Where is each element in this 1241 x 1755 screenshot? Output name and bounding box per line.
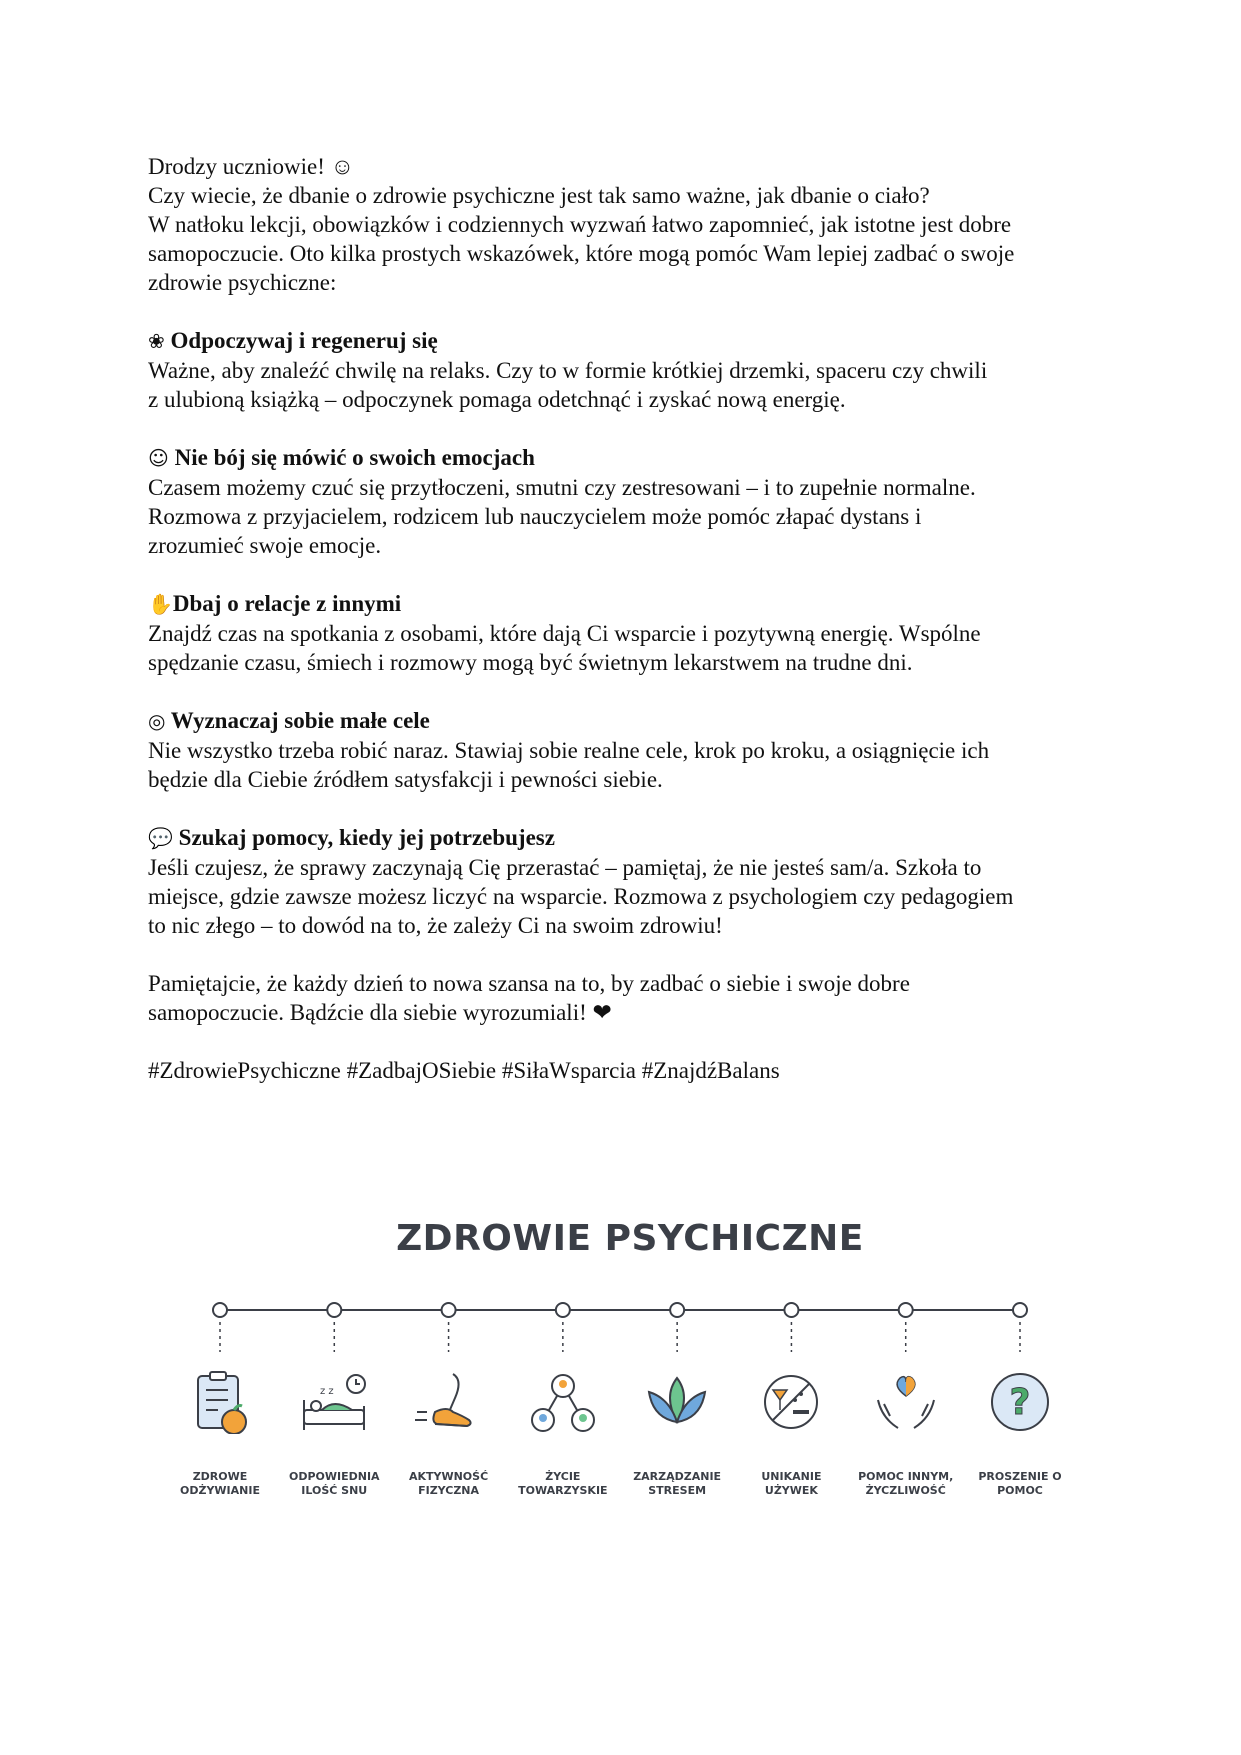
- svg-text:z z: z z: [320, 1386, 334, 1397]
- smiley-icon: ☺: [148, 446, 169, 470]
- running-shoe-icon: [413, 1370, 485, 1434]
- sleep-icon: [298, 1370, 370, 1434]
- timeline-dot: [1013, 1303, 1027, 1317]
- infographic-item-label: AKTYWNOŚĆ FIZYCZNA: [408, 1470, 489, 1497]
- tip-text: miejsce, gdzie zawsze możesz liczyć na wsparcie. Rozmowa z psychologiem czy pedagogiem: [148, 884, 1014, 909]
- infographic-title: ZDROWIE PSYCHICZNE: [396, 1218, 864, 1259]
- timeline-dot: [442, 1303, 456, 1317]
- infographic-item: [851, 1370, 961, 1498]
- no-substances-icon: [755, 1370, 827, 1434]
- tip-text: Jeśli czujesz, że sprawy zaczynają Cię przerastać – pamiętaj, że nie jesteś sam/a. Szkoła to: [148, 855, 982, 880]
- infographic-item: [394, 1370, 504, 1498]
- infographic-item: [165, 1370, 275, 1498]
- tip-text: Czasem możemy czuć się przytłoczeni, smutni czy zestresowani – i to zupełnie normalne.: [148, 475, 976, 500]
- tip-text: Nie wszystko trzeba robić naraz. Stawiaj sobie realne cele, krok po kroku, a osiągnięcie ich: [148, 738, 990, 763]
- timeline-dot: [213, 1303, 227, 1317]
- tip-heading: ◎ Wyznaczaj sobie małe cele: [148, 708, 430, 733]
- social-network-icon: [527, 1370, 599, 1434]
- infographic-item-label: ODPOWIEDNIA ILOŚĆ SNU: [288, 1470, 380, 1497]
- greeting: Drodzy uczniowie! ☺: [148, 154, 355, 179]
- timeline-dot: [327, 1303, 341, 1317]
- tip-text: spędzanie czasu, śmiech i rozmowy mogą być świetnym lekarstwem na trudne dni.: [148, 650, 913, 675]
- tip-text: Znajdź czas na spotkania z osobami, które dają Ci wsparcie i pozytywną energię. Wspólne: [148, 621, 981, 646]
- mental-health-infographic: [180, 1218, 1080, 1518]
- letter-text: [148, 152, 1108, 1085]
- intro-line: Czy wiecie, że dbanie o zdrowie psychiczne jest tak samo ważne, jak dbanie o ciało?: [148, 183, 930, 208]
- question-icon: [984, 1370, 1056, 1434]
- sparkle-icon: ❀: [148, 329, 165, 353]
- speech-bubble-icon: 💬: [148, 826, 173, 850]
- closing-line: samopoczucie. Bądźcie dla siebie wyrozumiali! ❤: [148, 1000, 612, 1025]
- infographic-item-label: ŻYCIE TOWARZYSKIE: [518, 1470, 608, 1497]
- infographic-item-label: PROSZENIE O POMOC: [978, 1470, 1062, 1497]
- hashtags: #ZdrowiePsychiczne #ZadbajOSiebie #SiłaWsparcia #ZnajdźBalans: [148, 1058, 780, 1083]
- infographic-item: [622, 1370, 732, 1498]
- tip-text: Rozmowa z przyjacielem, rodzicem lub nauczycielem może pomóc złapać dystans i: [148, 504, 922, 529]
- infographic-item-label: UNIKANIE UŻYWEK: [761, 1470, 822, 1497]
- closing-line: Pamiętajcie, że każdy dzień to nowa szansa na to, by zadbać o siebie i swoje dobre: [148, 971, 910, 996]
- intro-line: samopoczucie. Oto kilka prostych wskazówek, które mogą pomóc Wam lepiej zadbać o swoje: [148, 241, 1015, 266]
- timeline-dot: [556, 1303, 570, 1317]
- svg-text:?: ?: [1009, 1382, 1031, 1423]
- tip-text: to nic złego – to dowód na to, że zależy Ci na swoim zdrowiu!: [148, 913, 723, 938]
- lotus-icon: [641, 1370, 713, 1434]
- target-icon: ◎: [148, 709, 166, 733]
- timeline-dot: [784, 1303, 798, 1317]
- nutrition-icon: [184, 1370, 256, 1434]
- infographic-item-label: POMOC INNYM, ŻYCZLIWOŚĆ: [858, 1470, 954, 1497]
- tip-heading: 💬 Szukaj pomocy, kiedy jej potrzebujesz: [148, 825, 555, 850]
- tip-text: będzie dla Ciebie źródłem satysfakcji i pewności siebie.: [148, 767, 663, 792]
- timeline: [180, 1300, 1080, 1360]
- tip-text: Ważne, aby znaleźć chwilę na relaks. Czy to w formie krótkiej drzemki, spaceru czy chwili: [148, 358, 988, 383]
- tip-text: zrozumieć swoje emocje.: [148, 533, 382, 558]
- infographic-item: [279, 1370, 389, 1498]
- tip-heading: ☺ Nie bój się mówić o swoich emocjach: [148, 445, 535, 470]
- tip-heading: ❀ Odpoczywaj i regeneruj się: [148, 328, 438, 353]
- infographic-item: [736, 1370, 846, 1498]
- tip-text: z ulubioną książką – odpoczynek pomaga odetchnąć i zyskać nową energię.: [148, 387, 846, 412]
- timeline-dot: [899, 1303, 913, 1317]
- infographic-item-label: ZDROWE ODŻYWIANIE: [180, 1470, 260, 1497]
- infographic-item: [508, 1370, 618, 1498]
- intro-line: zdrowie psychiczne:: [148, 270, 337, 295]
- infographic-item: [965, 1370, 1075, 1498]
- tip-heading: ✋Dbaj o relacje z innymi: [148, 591, 402, 616]
- intro-line: W natłoku lekcji, obowiązków i codziennych wyzwań łatwo zapomnieć, jak istotne jest dobre: [148, 212, 1012, 237]
- hand-icon: ✋: [148, 592, 173, 616]
- timeline-dot: [670, 1303, 684, 1317]
- infographic-item-label: ZARZĄDZANIE STRESEM: [633, 1470, 722, 1497]
- hands-heart-icon: [870, 1370, 942, 1434]
